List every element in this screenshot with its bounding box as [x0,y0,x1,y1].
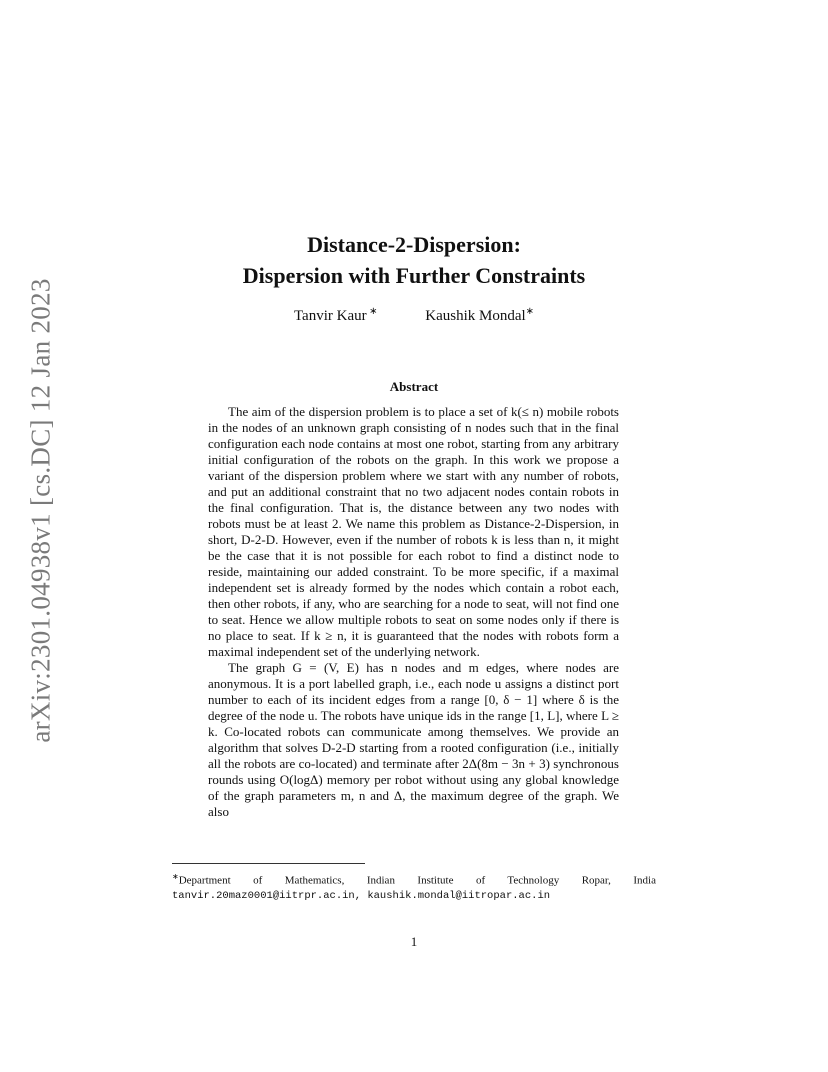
author-1 [294,306,378,325]
abstract-body [208,404,619,820]
footnote-emails: tanvir.20maz0001@iitrpr.ac.in, kaushik.mondal@iitropar.ac.in [172,889,551,902]
author-1-name: Tanvir Kaur [293,308,367,324]
abstract-paragraph-1: The aim of the dispersion problem is to place a set of k(≤ n) mobile robots in the nodes of an unknown graph consisting of n nodes such that in the final configuration each node contains at most one robot, starting from any arbitrary initial configuration of the robots on the graph. In this work we propose a variant of the dispersion problem where we start with any number of robots, and put an additional constraint that no two adjacent nodes contain robots in the final configuration. That is, the distance between any two nodes with robots must be at least 2. We name this problem as Distance-2-Dispersion, in short, D-2-D. However, even if the number of robots k is less than n, it might be the case that it is not possible for each robot to find a distinct node to reside, maintaining our added constraint. To be more specific, if a maximal independent set is already formed by the nodes which contain a robot each, then other robots, if any, who are searching for a node to seat, will not find one to seat. Hence we allow multiple robots to seat on some nodes only if there is no place to seat. If k ≥ n, it is guaranteed that the nodes with robots form a maximal independent set of the underlying network. [208,404,619,659]
footnote [172,869,656,904]
footnote-affiliation-text: Department of Mathematics, Indian Institute of Technology Ropar, India [178,874,656,887]
footnote-divider [172,863,365,864]
arxiv-identifier-text: arXiv:2301.04938v1 [cs.DC] 12 Jan 2023 [25,277,56,743]
arxiv-identifier-stamp [25,277,56,743]
paper-title [0,229,828,291]
author-2-name: Kaushik Mondal [425,308,526,324]
footnote-affiliation [172,869,656,889]
author-2-footnote-mark: ∗ [525,306,535,317]
page-number: 1 [410,934,418,949]
abstract-heading: Abstract [389,379,439,394]
title-line-1: Distance-2-Dispersion: [307,232,521,257]
author-list [0,306,828,325]
footnote-mark: ∗ [172,872,179,881]
title-line-2: Dispersion with Further Constraints [242,263,586,288]
author-2 [425,306,534,325]
author-1-footnote-mark: ∗ [366,306,378,317]
abstract-paragraph-2: The graph G = (V, E) has n nodes and m edges, where nodes are anonymous. It is a port labelled graph, i.e., each node u assigns a distinct port number to each of its incident edges from a range [0, δ − 1] where δ is the degree of the node u. The robots have unique ids in the range [1, L], where L ≥ k. Co-located robots can communicate among themselves. We provide an algorithm that solves D-2-D starting from a rooted configuration (i.e., initially all the robots are co-located) and terminate after 2Δ(8m − 3n + 3) synchronous rounds using O(logΔ) memory per robot without using any global knowledge of the graph parameters m, n and Δ, the maximum degree of the graph. We also [208,660,619,819]
